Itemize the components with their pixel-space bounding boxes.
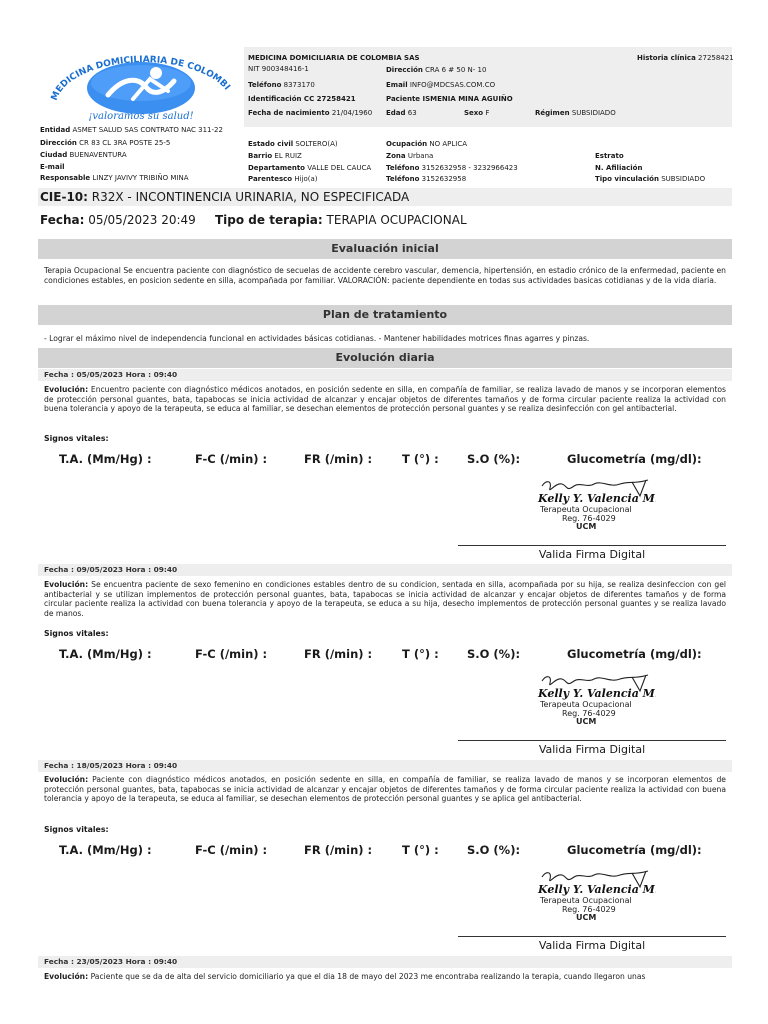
company-logo <box>38 47 244 127</box>
ocupacion: Ocupación NO APLICA <box>386 140 468 148</box>
svg-text:Reg. 76-4029: Reg. 76-4029 <box>562 514 616 523</box>
vital-glu: Glucometría (mg/dl): <box>567 647 702 661</box>
vital-fc: F-C (/min) : <box>195 452 268 466</box>
svg-text:Kelly Y. Valencia M.: Kelly Y. Valencia M. <box>538 687 656 700</box>
entidad: Entidad ASMET SALUD SAS CONTRATO NAC 311-22 <box>40 126 223 134</box>
birth-date: Fecha de nacimiento 21/04/1960 <box>248 109 373 117</box>
responsable: Responsable LINZY JAVIVY TRIBIÑO MINA <box>40 174 189 182</box>
signature-line <box>458 740 726 741</box>
responsable-phone: Teléfono 3152632958 <box>386 175 467 183</box>
entry-text: Evolución: Paciente con diagnóstico médicos anotados, en posición sedente en silla, en compañía de familiar, se realiza lavado de manos y se incorporan elementos de protección personal guantes, bata, tapabocas se inicia actividad de alcanzar y encajar objetos de diferentes tamaños y de forma circular paciente realiza la actividad con buena tolerancia y apoyo de la terapeuta, se educa al familiar, se desechan elementos de protección personal guantes y se aplica gel antibacterial. <box>44 775 726 804</box>
signature-line <box>458 545 726 546</box>
patient-address: Dirección CR 83 CL 3RA POSTE 25-5 <box>40 139 171 147</box>
afiliacion: N. Afiliación <box>595 164 643 172</box>
company-phone: Teléfono 8373170 <box>248 81 315 89</box>
vital-ta: T.A. (Mm/Hg) : <box>59 843 152 857</box>
vital-so: S.O (%): <box>467 647 521 661</box>
svg-text:Reg. 76-4029: Reg. 76-4029 <box>562 905 616 914</box>
identificacion: Identificación CC 27258421 <box>248 95 356 103</box>
vital-ta: T.A. (Mm/Hg) : <box>59 647 152 661</box>
vital-ta: T.A. (Mm/Hg) : <box>59 452 152 466</box>
svg-text:UCM: UCM <box>576 522 597 531</box>
svg-text:UCM: UCM <box>576 913 597 922</box>
entry-date: Fecha : 23/05/2023 Hora : 09:40 <box>38 956 732 968</box>
patient-city: Ciudad BUENAVENTURA <box>40 151 127 159</box>
entry-text: Evolución: Paciente que se da de alta del servicio domiciliario ya que el dia 18 de mayo del 2023 me encontraba realizando la terapia, cuando llegaron unas <box>44 972 646 981</box>
valida-firma: Valida Firma Digital <box>538 548 646 561</box>
svg-text:Terapeuta Ocupacional: Terapeuta Ocupacional <box>540 505 632 514</box>
evaluacion-text: Terapia Ocupacional Se encuentra paciente con diagnóstico de secuelas de accidente cerebro vascular, demencia, hipertensión, en estadio crónico de la enfermedad, paciente en condiciones estables, en posicion sedente en silla, acompañada por familiar. VALORACIÓN: paciente dependiente en todas sus actividades basicas cotidianas y de la vida diaria. <box>44 266 726 285</box>
therapy-type: Tipo de terapia: TERAPIA OCUPACIONAL <box>215 213 467 227</box>
signos-vitales-label: Signos vitales: <box>44 434 109 443</box>
session-date: Fecha: 05/05/2023 20:49 <box>40 213 196 227</box>
svg-text:Reg. 76-4029: Reg. 76-4029 <box>562 709 616 718</box>
therapist-signature <box>536 869 656 927</box>
svg-text:Kelly Y. Valencia M.: Kelly Y. Valencia M. <box>538 492 656 505</box>
signature-line <box>458 936 726 937</box>
vital-t: T (°) : <box>402 647 439 661</box>
plan-text: - Lograr el máximo nivel de independencia funcional en actividades básicas cotidianas. - Mantener habilidades motrices finas agarres y pinzas. <box>44 334 590 343</box>
signos-vitales-label: Signos vitales: <box>44 629 109 638</box>
estrato: Estrato <box>595 152 624 160</box>
entry-text: Evolución: Se encuentra paciente de sexo femenino en condiciones estables dentro de su condicion, sentada en silla, acompañada por su hija, se realiza desinfeccion con gel antibacterial y se utilizan implementos de protección personal guantes, bata, tapabocas se inicia actividad de alcanzar y encajar objetos de diferentes tamaños y de forma circular paciente realiza la actividad con buena tolerancia y apoyo de la terapeuta, se educa a su hija, desecho implementos de protección personal guantes y se realiza lavado de manos. <box>44 580 726 618</box>
departamento: Departamento VALLE DEL CAUCA <box>248 164 372 172</box>
evolucion-title: Evolución diaria <box>38 348 732 368</box>
entry-date: Fecha : 05/05/2023 Hora : 09:40 <box>38 369 732 381</box>
entry-date: Fecha : 09/05/2023 Hora : 09:40 <box>38 564 732 576</box>
estado-civil: Estado civil SOLTERO(A) <box>248 140 338 148</box>
therapist-signature <box>536 478 656 536</box>
regimen: Régimen SUBSIDIADO <box>535 109 616 117</box>
entry-date: Fecha : 18/05/2023 Hora : 09:40 <box>38 760 732 772</box>
vital-glu: Glucometría (mg/dl): <box>567 452 702 466</box>
historia-clinica: Historia clínica 27258421 <box>637 54 734 62</box>
company-info-block <box>244 47 732 127</box>
entry-text: Evolución: Encuentro paciente con diagnóstico médicos anotados, en posición sedente en silla, en compañía de familiar, se realiza lavado de manos y se incorporan elementos de protección personal guantes, bata, tapabocas se inicia actividad de alcanzar y encajar objetos de diferentes tamaños y de forma circular paciente realiza la actividad con buena tolerancia y apoyo de la terapeuta, se educa al familiar, se desechan elementos de protección personal guantes y se realiza desinfección con gel antibacterial. <box>44 385 726 414</box>
svg-text:Kelly Y. Valencia M.: Kelly Y. Valencia M. <box>538 883 656 896</box>
evaluacion-title: Evaluación inicial <box>38 239 732 259</box>
company-email: Email INFO@MDCSAS.COM.CO <box>386 81 496 89</box>
vitals-row <box>38 647 732 663</box>
plan-title: Plan de tratamiento <box>38 305 732 325</box>
patient-name: Paciente ISMENIA MINA AGUIÑO <box>386 95 513 103</box>
cie10-diagnosis: CIE-10: R32X - INCONTINENCIA URINARIA, NO ESPECIFICADA <box>38 188 732 206</box>
svg-text:¡valoramos su salud!: ¡valoramos su salud! <box>88 111 194 122</box>
valida-firma: Valida Firma Digital <box>538 743 646 756</box>
age: Edad 63 <box>386 109 417 117</box>
barrio: Barrio EL RUIZ <box>248 152 302 160</box>
therapist-signature <box>536 673 656 731</box>
company-name: MEDICINA DOMICILIARIA DE COLOMBIA SAS <box>248 54 420 62</box>
svg-text:Terapeuta Ocupacional: Terapeuta Ocupacional <box>540 896 632 905</box>
vital-t: T (°) : <box>402 843 439 857</box>
vital-fr: FR (/min) : <box>304 452 373 466</box>
vitals-row <box>38 843 732 859</box>
vital-fr: FR (/min) : <box>304 647 373 661</box>
company-address: Dirección CRA 6 # 50 N- 10 <box>386 66 487 74</box>
vital-so: S.O (%): <box>467 843 521 857</box>
zona: Zona Urbana <box>386 152 434 160</box>
vital-fr: FR (/min) : <box>304 843 373 857</box>
svg-text:MEDICINA DOMICILIARIA DE COLOM: MEDICINA DOMICILIARIA DE COLOMBI <box>49 55 232 103</box>
vital-so: S.O (%): <box>467 452 521 466</box>
svg-text:Terapeuta Ocupacional: Terapeuta Ocupacional <box>540 700 632 709</box>
svg-text:UCM: UCM <box>576 717 597 726</box>
parentesco: Parentesco Hijo(a) <box>248 175 318 183</box>
record-header <box>38 47 732 197</box>
patient-phone: Teléfono 3152632958 - 3232966423 <box>386 164 518 172</box>
patient-email: E-mail <box>40 163 65 171</box>
valida-firma: Valida Firma Digital <box>538 939 646 952</box>
vital-t: T (°) : <box>402 452 439 466</box>
vital-fc: F-C (/min) : <box>195 843 268 857</box>
tipo-vinculacion: Tipo vinculación SUBSIDIADO <box>595 175 706 183</box>
vitals-row <box>38 452 732 468</box>
clinical-record-page <box>38 47 734 981</box>
vital-fc: F-C (/min) : <box>195 647 268 661</box>
signos-vitales-label: Signos vitales: <box>44 825 109 834</box>
sex: Sexo F <box>464 109 490 117</box>
vital-glu: Glucometría (mg/dl): <box>567 843 702 857</box>
nit: NIT 900348416-1 <box>248 65 309 73</box>
